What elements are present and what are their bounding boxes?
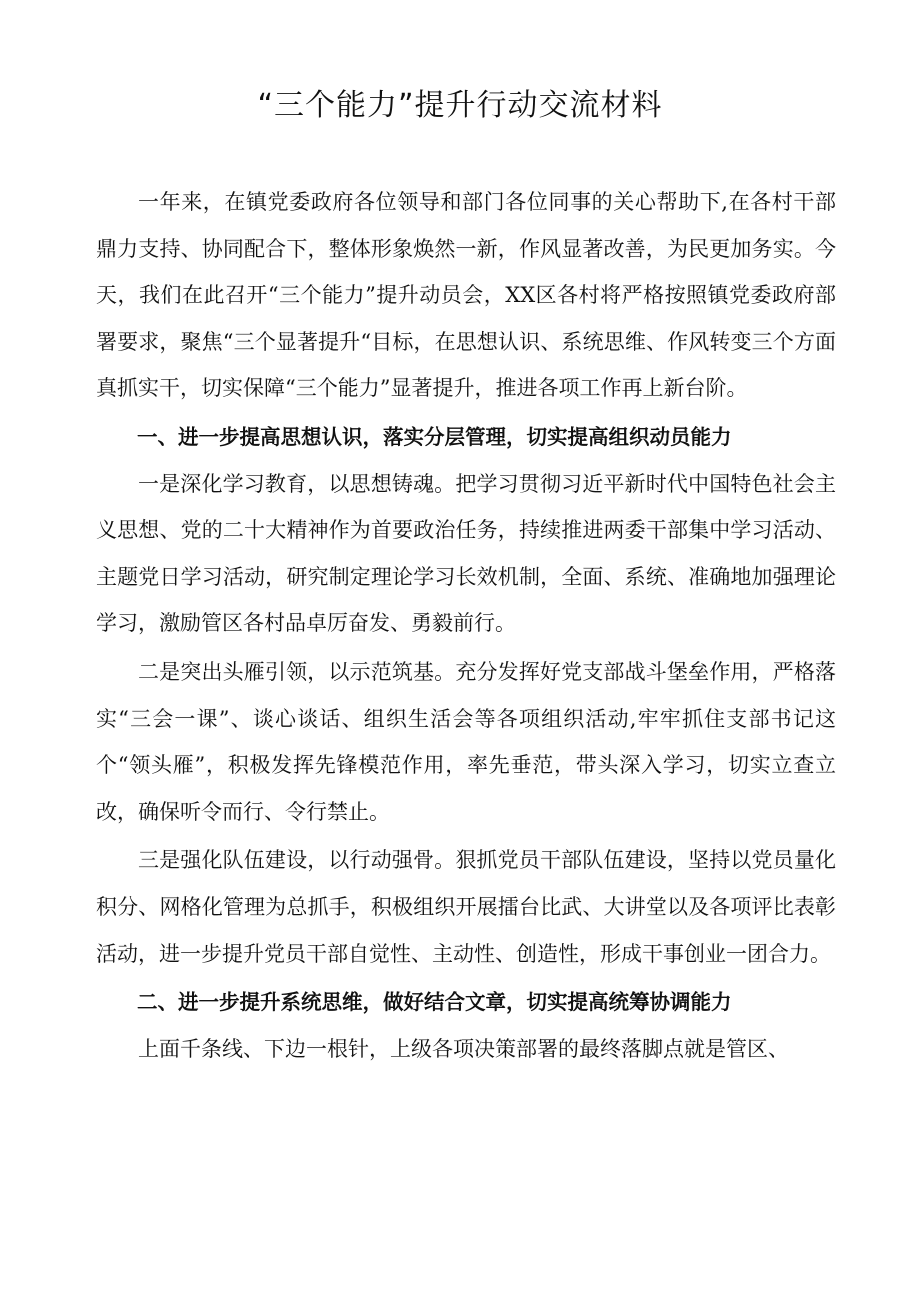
section-1-heading: 一、进一步提高思想认识，落实分层管理，切实提高组织动员能力 [137, 424, 732, 449]
section-2-paragraph-1: 上面千条线、下边一根针，上级各项决策部署的最终落脚点就是管区、 [138, 1036, 789, 1061]
intro-paragraph: 一年来，在镇党委政府各位领导和部门各位同事的关心帮助下,在各村干部鼎力支持、协同配合下，整体形象焕然一新，作风显著改善，为民更加务实。今天，我们在此召开“三个能力”提升动员会，XX区各村将严格按照镇党委政府部署要求，聚焦“三个显著提升“目标，在思想认识、系统思维、作风转变三个方面真抓实干，切实保障“三个能力”显著提升，推进各项工作再上新台阶。 [96, 190, 836, 401]
section-2-heading: 二、进一步提升系统思维，做好结合文章，切实提高统筹协调能力 [137, 990, 732, 1015]
document-body [96, 179, 836, 1072]
section-1-paragraph-2: 二是突出头雁引领，以示范筑基。充分发挥好党支部战斗堡垒作用，严格落实“三会一课”、谈心谈话、组织生活会等各项组织活动,牢牢抓住支部书记这个“领头雁”，积极发挥先锋模范作用，率先垂范，带头深入学习，切实立查立改，确保听令而行、令行禁止。 [96, 659, 836, 824]
section-1-paragraph-3: 三是强化队伍建设，以行动强骨。狠抓党员干部队伍建设，坚持以党员量化积分、网格化管理为总抓手，积极组织开展擂台比武、大讲堂以及各项评比表彰活动，进一步提升党员干部自觉性、主动性、创造性，形成干事创业一团合力。 [96, 848, 836, 966]
document-title: “三个能力”提升行动交流材料 [257, 88, 663, 123]
section-1-paragraph-1: 一是深化学习教育，以思想铸魂。把学习贯彻习近平新时代中国特色社会主义思想、党的二十大精神作为首要政治任务，持续推进两委干部集中学习活动、主题党日学习活动，研究制定理论学习长效机制，全面、系统、准确地加强理论学习，激励管区各村品卓厉奋发、勇毅前行。 [96, 471, 836, 636]
